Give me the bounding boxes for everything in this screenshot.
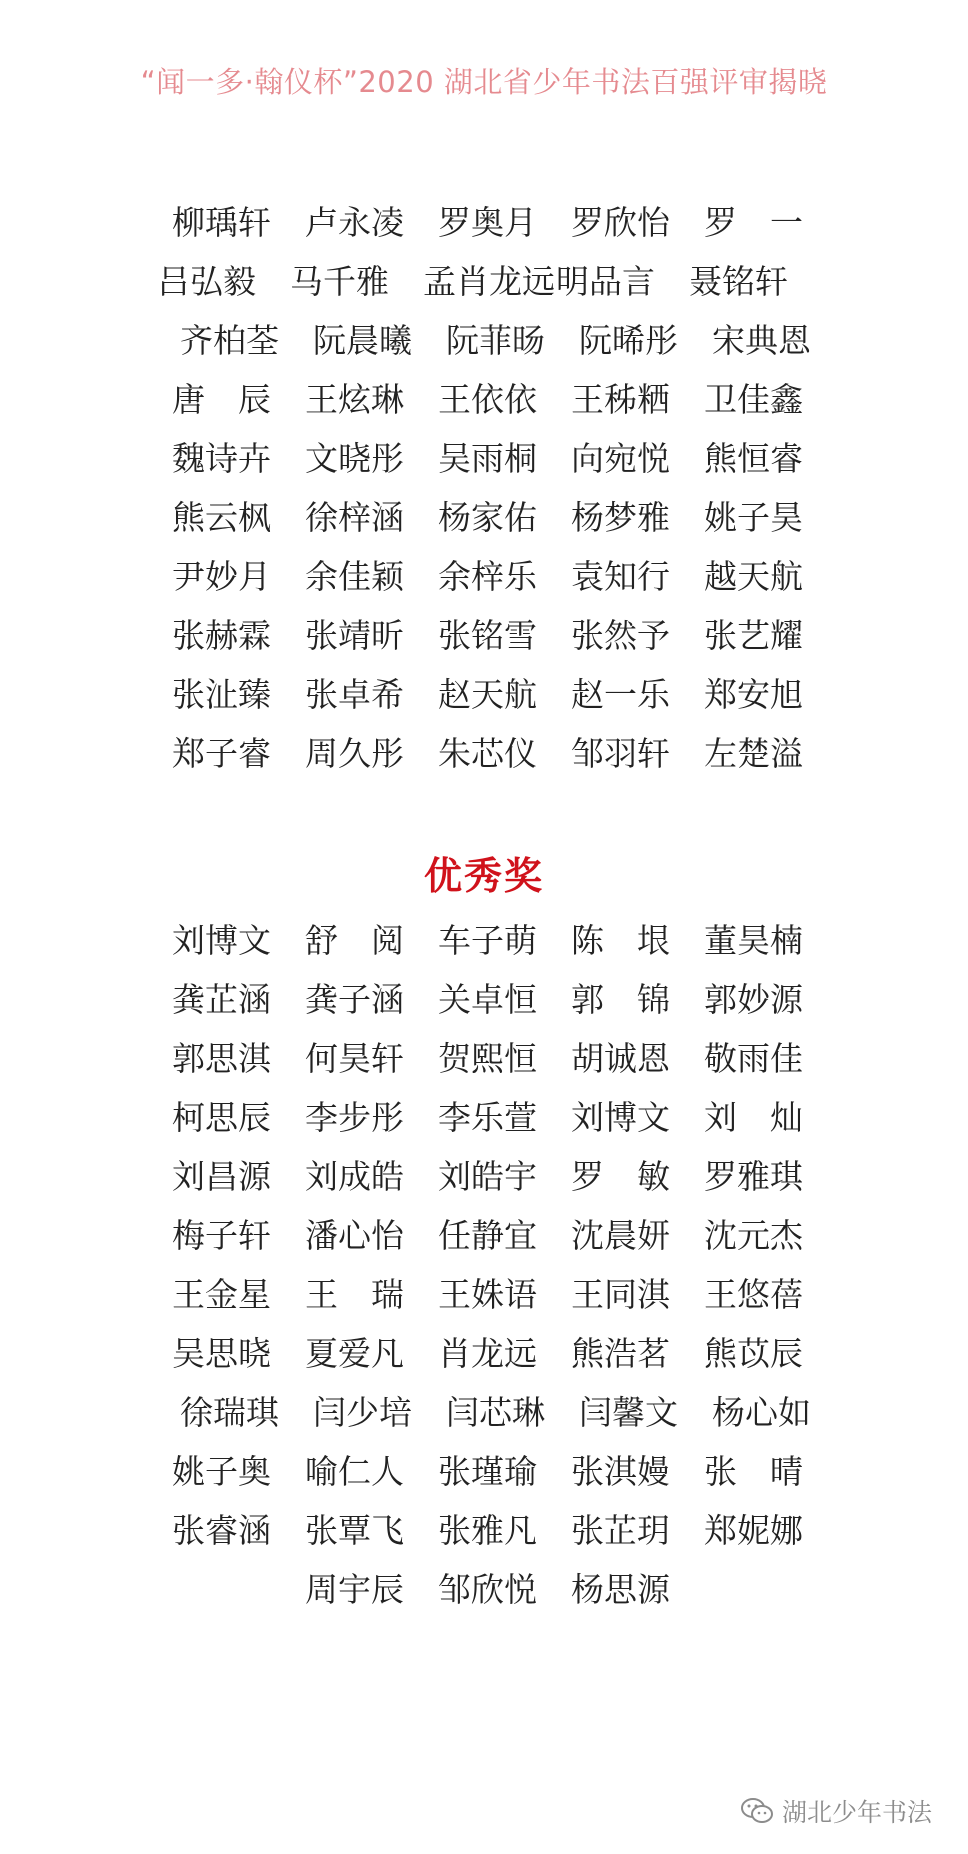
award-name: 杨家佑 bbox=[438, 498, 537, 537]
award-name: 周宇辰 bbox=[305, 1570, 404, 1609]
award-name: 王悠蓓 bbox=[704, 1275, 803, 1314]
award-name: 阮菲旸 bbox=[446, 321, 545, 360]
section-title-excellence-award: 优秀奖 bbox=[423, 854, 544, 898]
award-name: 余佳颖 bbox=[305, 557, 404, 596]
award-name: 夏爱凡 bbox=[305, 1334, 404, 1373]
award-name: 刘博文 bbox=[571, 1098, 670, 1137]
award-name: 向宛悦 bbox=[571, 439, 670, 478]
award-name: 阮晞彤 bbox=[579, 321, 678, 360]
award-name: 喻仁人 bbox=[305, 1452, 404, 1491]
name-row bbox=[0, 1265, 968, 1324]
award-name: 张赫霖 bbox=[172, 616, 271, 655]
award-name: 任静宜 bbox=[438, 1216, 537, 1255]
award-name: 徐梓涵 bbox=[305, 498, 404, 537]
award-name: 贺熙恒 bbox=[438, 1039, 537, 1078]
award-name: 王依依 bbox=[438, 380, 537, 419]
award-name: 罗 敏 bbox=[571, 1157, 670, 1196]
award-name: 王金星 bbox=[172, 1275, 271, 1314]
award-name: 柳瑀轩 bbox=[172, 203, 271, 242]
award-name: 张靖昕 bbox=[305, 616, 404, 655]
award-name: 文晓彤 bbox=[305, 439, 404, 478]
award-name: 罗 一 bbox=[704, 203, 803, 242]
name-row bbox=[0, 724, 968, 783]
award-name: 张芷玥 bbox=[571, 1511, 670, 1550]
names-list-excellence bbox=[0, 911, 968, 1619]
award-name: 龚子涵 bbox=[305, 980, 404, 1019]
award-name: 舒 阅 bbox=[305, 921, 404, 960]
wechat-icon bbox=[740, 1797, 774, 1825]
award-name: 马千雅 bbox=[290, 262, 389, 301]
award-name: 左楚溢 bbox=[704, 734, 803, 773]
award-name: 郭妙源 bbox=[704, 980, 803, 1019]
name-row bbox=[0, 1206, 968, 1265]
name-row bbox=[0, 1029, 968, 1088]
award-name: 潘心怡 bbox=[305, 1216, 404, 1255]
account-watermark bbox=[740, 1786, 932, 1836]
award-name: 张淇嫚 bbox=[571, 1452, 670, 1491]
award-name: 郭 锦 bbox=[571, 980, 670, 1019]
watermark-text: 湖北少年书法 bbox=[782, 1798, 933, 1827]
name-row bbox=[0, 1088, 968, 1147]
award-name: 吕弘毅 bbox=[157, 262, 256, 301]
award-name: 张艺耀 bbox=[704, 616, 803, 655]
name-row bbox=[0, 429, 968, 488]
award-name: 刘成皓 bbox=[305, 1157, 404, 1196]
award-name: 杨思源 bbox=[571, 1570, 670, 1609]
name-row bbox=[0, 488, 968, 547]
award-name: 罗奥月 bbox=[438, 203, 537, 242]
award-name: 罗欣怡 bbox=[571, 203, 670, 242]
award-name: 阮晨曦 bbox=[313, 321, 412, 360]
award-name: 王炫琳 bbox=[305, 380, 404, 419]
award-name: 越天航 bbox=[704, 557, 803, 596]
award-name: 魏诗卉 bbox=[172, 439, 271, 478]
name-row bbox=[0, 311, 968, 370]
award-name: 沈晨妍 bbox=[571, 1216, 670, 1255]
award-name: 赵一乐 bbox=[571, 675, 670, 714]
award-name: 尹妙月 bbox=[172, 557, 271, 596]
award-name: 明品言 bbox=[556, 262, 655, 301]
award-name: 闫芯琳 bbox=[446, 1393, 545, 1432]
award-name: 吴思晓 bbox=[172, 1334, 271, 1373]
award-name: 吴雨桐 bbox=[438, 439, 537, 478]
award-name: 闫馨文 bbox=[579, 1393, 678, 1432]
award-name: 张然予 bbox=[571, 616, 670, 655]
award-name: 王 瑞 bbox=[305, 1275, 404, 1314]
award-name: 刘皓宇 bbox=[438, 1157, 537, 1196]
award-name: 聂铭轩 bbox=[689, 262, 788, 301]
name-row bbox=[0, 970, 968, 1029]
award-name: 张卓希 bbox=[305, 675, 404, 714]
award-name: 郑妮娜 bbox=[704, 1511, 803, 1550]
award-name: 赵天航 bbox=[438, 675, 537, 714]
award-name: 郑安旭 bbox=[704, 675, 803, 714]
award-name: 刘 灿 bbox=[704, 1098, 803, 1137]
award-name: 姚子奥 bbox=[172, 1452, 271, 1491]
name-row bbox=[0, 193, 968, 252]
award-name: 陈 垠 bbox=[571, 921, 670, 960]
award-name: 梅子轩 bbox=[172, 1216, 271, 1255]
award-name: 车子萌 bbox=[438, 921, 537, 960]
award-name: 熊苡辰 bbox=[704, 1334, 803, 1373]
award-name: 董昊楠 bbox=[704, 921, 803, 960]
award-name: 孟肖龙远 bbox=[423, 262, 555, 301]
name-row bbox=[0, 370, 968, 429]
name-row bbox=[0, 252, 968, 311]
award-name: 徐瑞琪 bbox=[180, 1393, 279, 1432]
award-name: 张覃飞 bbox=[305, 1511, 404, 1550]
name-row bbox=[0, 911, 968, 970]
award-name: 王秭粞 bbox=[571, 380, 670, 419]
award-name: 张睿涵 bbox=[172, 1511, 271, 1550]
award-name: 熊云枫 bbox=[172, 498, 271, 537]
award-name: 刘昌源 bbox=[172, 1157, 271, 1196]
name-row bbox=[0, 606, 968, 665]
award-name: 熊浩茗 bbox=[571, 1334, 670, 1373]
award-name: 姚子昊 bbox=[704, 498, 803, 537]
name-row bbox=[0, 665, 968, 724]
award-name: 张沚臻 bbox=[172, 675, 271, 714]
award-name: 张铭雪 bbox=[438, 616, 537, 655]
award-name: 龚芷涵 bbox=[172, 980, 271, 1019]
award-name: 刘博文 bbox=[172, 921, 271, 960]
award-name: 闫少培 bbox=[313, 1393, 412, 1432]
names-list-top bbox=[0, 193, 968, 783]
award-name: 关卓恒 bbox=[438, 980, 537, 1019]
article-header: “闻一多·翰仪杯”2020 湖北省少年书法百强评审揭晓 bbox=[140, 65, 828, 99]
award-name: 张雅凡 bbox=[438, 1511, 537, 1550]
name-row bbox=[0, 1442, 968, 1501]
award-name: 余梓乐 bbox=[438, 557, 537, 596]
name-row bbox=[0, 1147, 968, 1206]
award-name: 邹羽轩 bbox=[571, 734, 670, 773]
award-name: 熊恒睿 bbox=[704, 439, 803, 478]
award-name: 肖龙远 bbox=[438, 1334, 537, 1373]
name-row bbox=[0, 1383, 968, 1442]
award-name: 邹欣悦 bbox=[438, 1570, 537, 1609]
name-row bbox=[0, 1560, 968, 1619]
name-row bbox=[0, 1324, 968, 1383]
award-name: 李乐萱 bbox=[438, 1098, 537, 1137]
award-name: 周久彤 bbox=[305, 734, 404, 773]
award-name: 齐柏荃 bbox=[180, 321, 279, 360]
award-name: 杨心如 bbox=[712, 1393, 811, 1432]
award-name: 杨梦雅 bbox=[571, 498, 670, 537]
award-name: 何昊轩 bbox=[305, 1039, 404, 1078]
award-name: 朱芯仪 bbox=[438, 734, 537, 773]
award-name: 郭思淇 bbox=[172, 1039, 271, 1078]
award-name: 王同淇 bbox=[571, 1275, 670, 1314]
award-name: 袁知行 bbox=[571, 557, 670, 596]
award-name: 李步彤 bbox=[305, 1098, 404, 1137]
award-name: 柯思辰 bbox=[172, 1098, 271, 1137]
name-row bbox=[0, 547, 968, 606]
award-name: 郑子睿 bbox=[172, 734, 271, 773]
award-name: 沈元杰 bbox=[704, 1216, 803, 1255]
award-name: 宋典恩 bbox=[712, 321, 811, 360]
award-name: 张瑾瑜 bbox=[438, 1452, 537, 1491]
name-row bbox=[0, 1501, 968, 1560]
award-name: 罗雅琪 bbox=[704, 1157, 803, 1196]
award-name: 张 晴 bbox=[704, 1452, 803, 1491]
award-name: 敬雨佳 bbox=[704, 1039, 803, 1078]
award-name: 卢永凌 bbox=[305, 203, 404, 242]
award-name: 卫佳鑫 bbox=[704, 380, 803, 419]
award-name: 唐 辰 bbox=[172, 380, 271, 419]
award-name: 胡诚恩 bbox=[571, 1039, 670, 1078]
award-name: 王姝语 bbox=[438, 1275, 537, 1314]
